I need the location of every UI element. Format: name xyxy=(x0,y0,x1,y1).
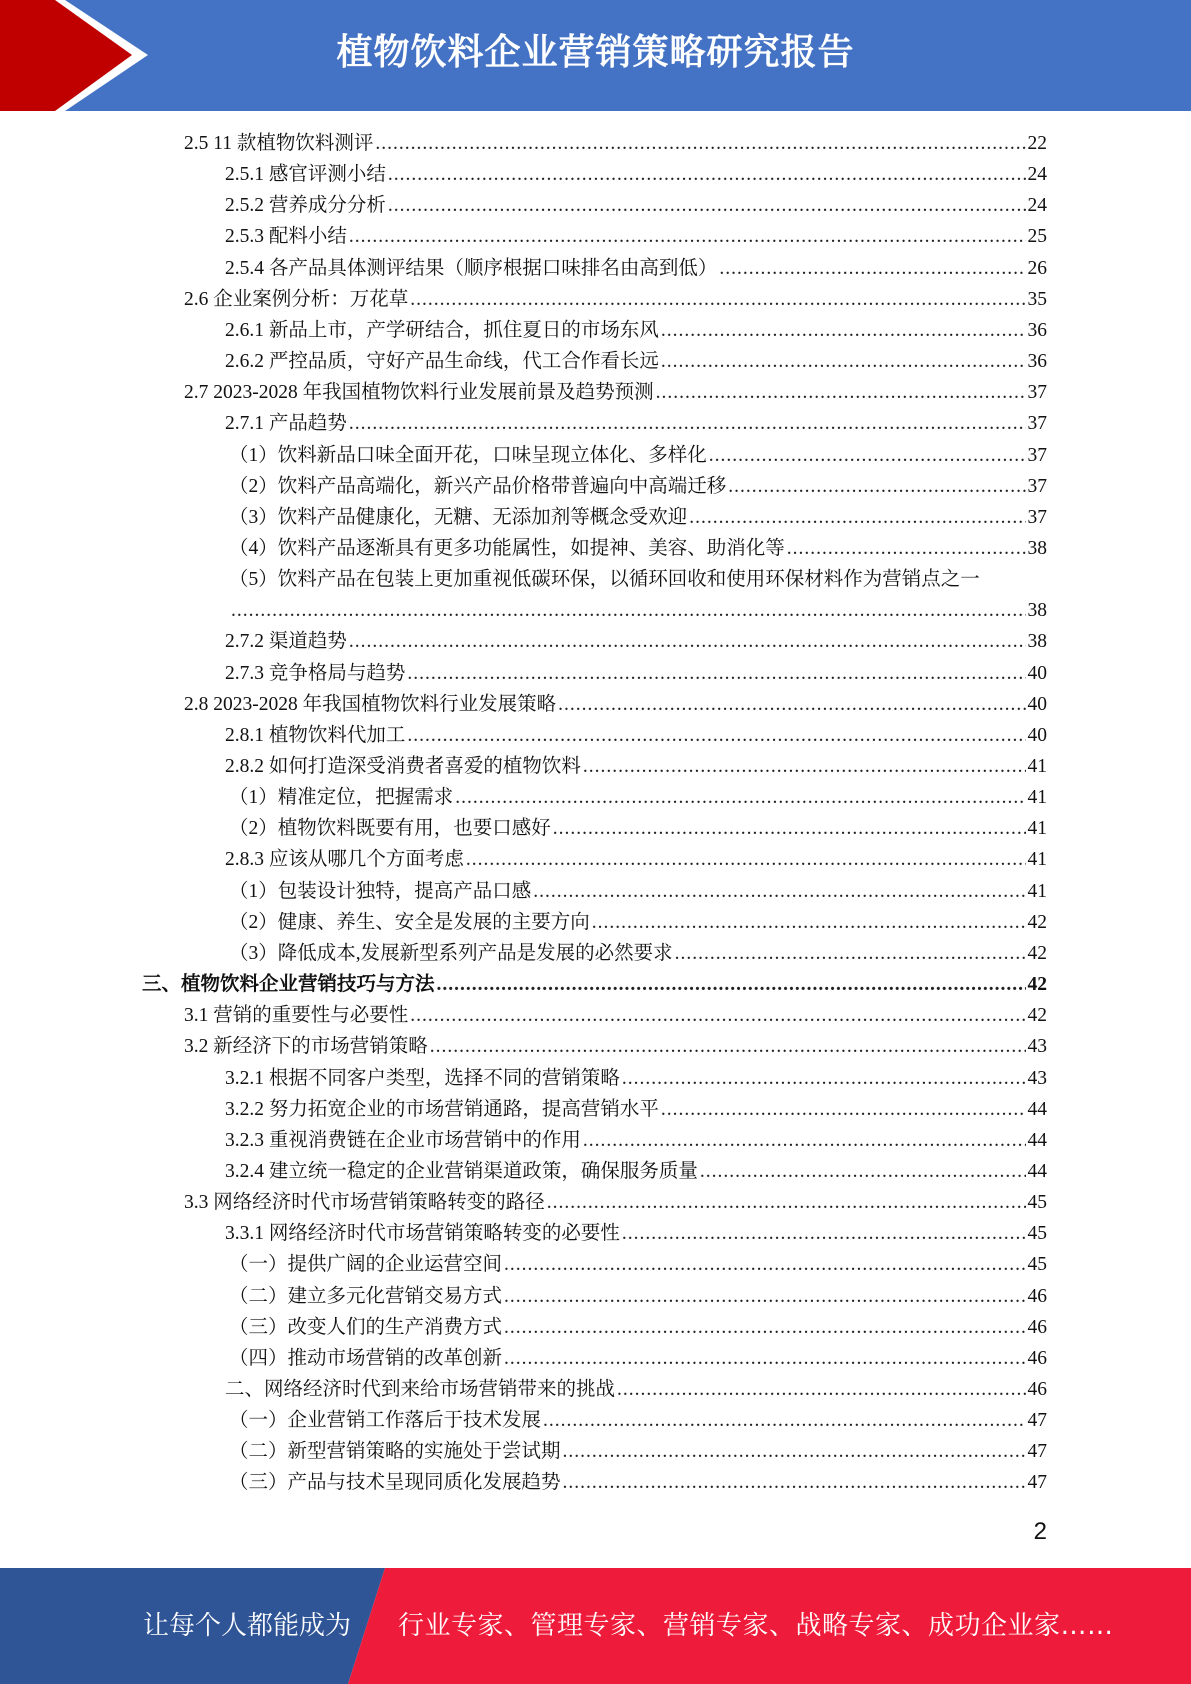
toc-entry-page: 46 xyxy=(1027,1285,1047,1307)
toc-entry-page: 47 xyxy=(1027,1472,1047,1494)
toc-entry-title: （5）饮料产品在包装上更加重视低碳环保，以循环回收和使用环保材料作为营销点之一 xyxy=(229,569,980,591)
toc-dot-leader xyxy=(349,408,1026,439)
toc-dot-leader xyxy=(504,1343,1025,1374)
toc-entry[interactable] xyxy=(229,1436,1047,1467)
toc-entry-page: 37 xyxy=(1027,382,1047,404)
toc-dot-leader xyxy=(388,159,1026,190)
toc-entry[interactable] xyxy=(184,1000,1047,1031)
toc-entry-title: 2.5.4 各产品具体测评结果（顺序根据口味排名由高到低） xyxy=(225,257,718,279)
toc-dot-leader xyxy=(656,377,1026,408)
toc-entry[interactable] xyxy=(229,938,1047,969)
toc-entry-page: 47 xyxy=(1027,1410,1047,1432)
toc-entry-page: 44 xyxy=(1027,1160,1047,1182)
toc-entry-page: 26 xyxy=(1027,257,1047,279)
toc-entry-page: 45 xyxy=(1027,1192,1047,1214)
toc-entry-title: （1）精准定位，把握需求 xyxy=(229,787,454,809)
toc-entry-page: 38 xyxy=(1027,600,1047,622)
toc-entry-page: 41 xyxy=(1027,880,1047,902)
toc-entry[interactable] xyxy=(225,1374,1047,1405)
toc-entry[interactable] xyxy=(184,284,1047,315)
toc-entry-title: 2.8 2023-2028 年我国植物饮料行业发展策略 xyxy=(184,693,557,715)
toc-entry-page: 47 xyxy=(1027,1441,1047,1463)
page-number: 2 xyxy=(1033,1518,1047,1545)
toc-entry[interactable] xyxy=(229,907,1047,938)
toc-entry-page: 43 xyxy=(1027,1036,1047,1058)
toc-entry-page: 37 xyxy=(1027,413,1047,435)
toc-entry-page: 44 xyxy=(1027,1129,1047,1151)
toc-entry-page: 41 xyxy=(1027,787,1047,809)
toc-entry-title: 3.2.2 努力拓宽企业的市场营销通路，提高营销水平 xyxy=(225,1098,659,1120)
toc-entry[interactable] xyxy=(225,315,1047,346)
document-title: 植物饮料企业营销策略研究报告 xyxy=(336,32,855,73)
toc-dot-leader xyxy=(563,1436,1026,1467)
toc-entry[interactable] xyxy=(229,595,1047,626)
toc-entry[interactable] xyxy=(225,626,1047,657)
toc-entry-page: 36 xyxy=(1027,351,1047,373)
toc-entry[interactable] xyxy=(229,1405,1047,1436)
toc-dot-leader xyxy=(661,1094,1026,1125)
toc-dot-leader xyxy=(466,844,1026,875)
toc-dot-leader xyxy=(689,502,1025,533)
toc-entry-title: 三、植物饮料企业营销技巧与方法 xyxy=(142,974,435,996)
toc-entry[interactable] xyxy=(225,720,1047,751)
toc-dot-leader xyxy=(661,315,1026,346)
toc-dot-leader xyxy=(504,1281,1025,1312)
toc-entry[interactable] xyxy=(225,751,1047,782)
toc-dot-leader xyxy=(787,533,1026,564)
toc-entry-page: 41 xyxy=(1027,849,1047,871)
toc-entry-title: （三）改变人们的生产消费方式 xyxy=(229,1316,503,1338)
toc-dot-leader xyxy=(407,720,1025,751)
toc-entry-page: 42 xyxy=(1027,974,1047,996)
toc-entry-title: 2.6.1 新品上市，产学研结合，抓住夏日的市场东风 xyxy=(225,319,659,341)
toc-entry[interactable] xyxy=(184,377,1047,408)
toc-entry[interactable] xyxy=(229,782,1047,813)
toc-entry[interactable] xyxy=(225,221,1047,252)
toc-entry-title: 3.2 新经济下的市场营销策略 xyxy=(184,1036,428,1058)
toc-entry-page: 40 xyxy=(1027,693,1047,715)
toc-entry-page: 44 xyxy=(1027,1098,1047,1120)
toc-dot-leader xyxy=(437,969,1026,1000)
toc-entry[interactable] xyxy=(225,253,1047,284)
toc-entry-title: 2.8.1 植物饮料代加工 xyxy=(225,724,406,746)
toc-entry-page: 42 xyxy=(1027,911,1047,933)
toc-entry-title: 3.3.1 网络经济时代市场营销策略转变的必要性 xyxy=(225,1223,620,1245)
toc-entry[interactable] xyxy=(229,1249,1047,1280)
toc-dot-leader xyxy=(583,751,1026,782)
toc-entry-title: 2.5.2 营养成分分析 xyxy=(225,195,386,217)
toc-entry-title: 2.7.1 产品趋势 xyxy=(225,413,347,435)
toc-entry-page: 24 xyxy=(1027,195,1047,217)
toc-entry-title: （2）饮料产品高端化，新兴产品价格带普遍向中高端迁移 xyxy=(229,475,727,497)
toc-entry-page: 35 xyxy=(1027,288,1047,310)
toc-entry-title: （3）饮料产品健康化，无糖、无添加剂等概念受欢迎 xyxy=(229,506,688,528)
toc-entry-page: 40 xyxy=(1027,662,1047,684)
toc-entry-page: 24 xyxy=(1027,164,1047,186)
toc-entry[interactable] xyxy=(184,1187,1047,1218)
toc-entry-page: 38 xyxy=(1027,537,1047,559)
toc-entry-page: 46 xyxy=(1027,1316,1047,1338)
toc-entry-title: 2.8.3 应该从哪几个方面考虑 xyxy=(225,849,464,871)
toc-entry-page: 43 xyxy=(1027,1067,1047,1089)
toc-entry-title: （一）提供广阔的企业运营空间 xyxy=(229,1254,503,1276)
toc-entry[interactable] xyxy=(229,533,1047,564)
toc-entry-title: （四）推动市场营销的改革创新 xyxy=(229,1347,503,1369)
toc-entry[interactable] xyxy=(225,159,1047,190)
toc-entry-page: 45 xyxy=(1027,1223,1047,1245)
toc-entry-page: 37 xyxy=(1027,506,1047,528)
toc-entry[interactable] xyxy=(229,876,1047,907)
toc-entry-title: 3.3 网络经济时代市场营销策略转变的路径 xyxy=(184,1192,545,1214)
toc-entry-title: 2.7 2023-2028 年我国植物饮料行业发展前景及趋势预测 xyxy=(184,382,654,404)
toc-entry-page: 36 xyxy=(1027,319,1047,341)
toc-dot-leader xyxy=(583,1125,1026,1156)
toc-entry[interactable] xyxy=(229,1312,1047,1343)
toc-entry[interactable] xyxy=(225,1094,1047,1125)
footer-band xyxy=(0,1568,1191,1684)
toc-entry[interactable] xyxy=(225,408,1047,439)
toc-entry-page: 45 xyxy=(1027,1254,1047,1276)
toc-entry[interactable] xyxy=(225,1156,1047,1187)
toc-dot-leader xyxy=(709,440,1026,471)
toc-dot-leader xyxy=(543,1405,1025,1436)
toc-dot-leader xyxy=(728,471,1025,502)
toc-dot-leader xyxy=(700,1156,1026,1187)
toc-entry-title: （2）植物饮料既要有用，也要口感好 xyxy=(229,818,551,840)
toc-entry-title: （4）饮料产品逐渐具有更多功能属性，如提神、美容、助消化等 xyxy=(229,537,785,559)
toc-entry[interactable] xyxy=(225,1218,1047,1249)
footer-slogan-right: 行业专家、管理专家、营销专家、战略专家、成功企业家…… xyxy=(398,1611,1114,1641)
toc-dot-leader xyxy=(592,907,1026,938)
toc-entry[interactable] xyxy=(225,1125,1047,1156)
toc-entry-page: 42 xyxy=(1027,1005,1047,1027)
toc-entry-title: 2.7.2 渠道趋势 xyxy=(225,631,347,653)
toc-dot-leader xyxy=(563,1467,1026,1498)
toc-entry-title: 2.5 11 款植物饮料测评 xyxy=(184,133,374,154)
toc-entry-title: 3.2.4 建立统一稳定的企业营销渠道政策，确保服务质量 xyxy=(225,1160,698,1182)
toc-dot-leader xyxy=(504,1312,1025,1343)
toc-entry-page: 38 xyxy=(1027,631,1047,653)
toc-entry[interactable] xyxy=(229,1343,1047,1374)
toc-dot-leader xyxy=(410,1000,1025,1031)
toc-entry-title: 2.5.3 配料小结 xyxy=(225,226,347,248)
toc-entry-title: （二）新型营销策略的实施处于尝试期 xyxy=(229,1441,561,1463)
toc-entry-page: 37 xyxy=(1027,444,1047,466)
toc-entry-page: 37 xyxy=(1027,475,1047,497)
toc-entry-title: （1）饮料新品口味全面开花，口味呈现立体化、多样化 xyxy=(229,444,707,466)
toc-entry-page: 46 xyxy=(1027,1379,1047,1400)
toc-dot-leader xyxy=(349,221,1026,252)
toc-dot-leader xyxy=(547,1187,1026,1218)
toc-dot-leader xyxy=(617,1374,1025,1405)
toc-entry-title: （1）包装设计独特，提高产品口感 xyxy=(229,880,532,902)
toc-entry[interactable] xyxy=(229,471,1047,502)
toc-entry[interactable] xyxy=(229,564,1047,595)
toc-dot-leader xyxy=(455,782,1025,813)
toc-entry[interactable] xyxy=(225,1063,1047,1094)
toc-entry[interactable] xyxy=(229,440,1047,471)
toc-entry[interactable] xyxy=(225,844,1047,875)
toc-entry-title: （三）产品与技术呈现同质化发展趋势 xyxy=(229,1472,561,1494)
toc-entry-title: （二）建立多元化营销交易方式 xyxy=(229,1285,503,1307)
toc-dot-leader xyxy=(430,1031,1026,1062)
toc-entry[interactable] xyxy=(229,502,1047,533)
toc-entry-title: 二、网络经济时代到来给市场营销带来的挑战 xyxy=(225,1379,616,1400)
toc-dot-leader xyxy=(388,190,1026,221)
toc-dot-leader xyxy=(533,876,1025,907)
toc-entry-title: 2.6.2 严控品质，守好产品生命线，代工合作看长远 xyxy=(225,351,659,373)
toc-entry-title: 3.2.1 根据不同客户类型，选择不同的营销策略 xyxy=(225,1067,620,1089)
footer-slogan-left: 让每个人都能成为 xyxy=(143,1611,352,1641)
toc-entry[interactable] xyxy=(184,1031,1047,1062)
toc-dot-leader xyxy=(553,813,1026,844)
toc-dot-leader xyxy=(504,1249,1025,1280)
toc-dot-leader xyxy=(719,253,1025,284)
toc-entry-page: 41 xyxy=(1027,818,1047,840)
toc-entry-title: 3.2.3 重视消费链在企业市场营销中的作用 xyxy=(225,1129,581,1151)
toc-entry-page: 22 xyxy=(1027,133,1047,154)
toc-entry[interactable] xyxy=(184,689,1047,720)
toc-entry-title: （一）企业营销工作落后于技术发展 xyxy=(229,1410,542,1432)
toc-entry[interactable] xyxy=(225,346,1047,377)
toc-entry[interactable] xyxy=(229,1467,1047,1498)
toc-entry-title: 2.5.1 感官评测小结 xyxy=(225,164,386,186)
toc-entry-page: 41 xyxy=(1027,756,1047,777)
toc-dot-leader xyxy=(375,128,1025,159)
toc-entry-title: 2.6 企业案例分析：万花草 xyxy=(184,288,409,310)
toc-dot-leader xyxy=(231,595,1026,626)
toc-entry-title: 3.1 营销的重要性与必要性 xyxy=(184,1005,409,1027)
toc-dot-leader xyxy=(622,1063,1026,1094)
toc-entry-page: 42 xyxy=(1027,942,1047,964)
toc-dot-leader xyxy=(675,938,1026,969)
toc-entry-page: 40 xyxy=(1027,724,1047,746)
toc-entry[interactable] xyxy=(142,969,1047,1000)
toc-entry-page: 25 xyxy=(1027,226,1047,248)
toc-entry[interactable] xyxy=(229,813,1047,844)
toc-entry-page: 46 xyxy=(1027,1347,1047,1369)
toc-entry-title: （2）健康、养生、安全是发展的主要方向 xyxy=(229,911,590,933)
header-band xyxy=(0,0,1191,111)
toc-entry[interactable] xyxy=(184,128,1047,159)
toc-dot-leader xyxy=(407,658,1025,689)
toc-dot-leader xyxy=(661,346,1026,377)
toc-dot-leader xyxy=(349,626,1026,657)
toc-dot-leader xyxy=(558,689,1025,720)
toc-entry-title: （3）降低成本,发展新型系列产品是发展的必然要求 xyxy=(229,942,673,964)
toc-entry-title: 2.7.3 竞争格局与趋势 xyxy=(225,662,406,684)
toc-entry[interactable] xyxy=(229,1281,1047,1312)
toc-entry[interactable] xyxy=(225,658,1047,689)
toc-dot-leader xyxy=(410,284,1025,315)
toc-entry-title: 2.8.2 如何打造深受消费者喜爱的植物饮料 xyxy=(225,756,581,777)
toc-entry[interactable] xyxy=(225,190,1047,221)
toc-dot-leader xyxy=(622,1218,1026,1249)
